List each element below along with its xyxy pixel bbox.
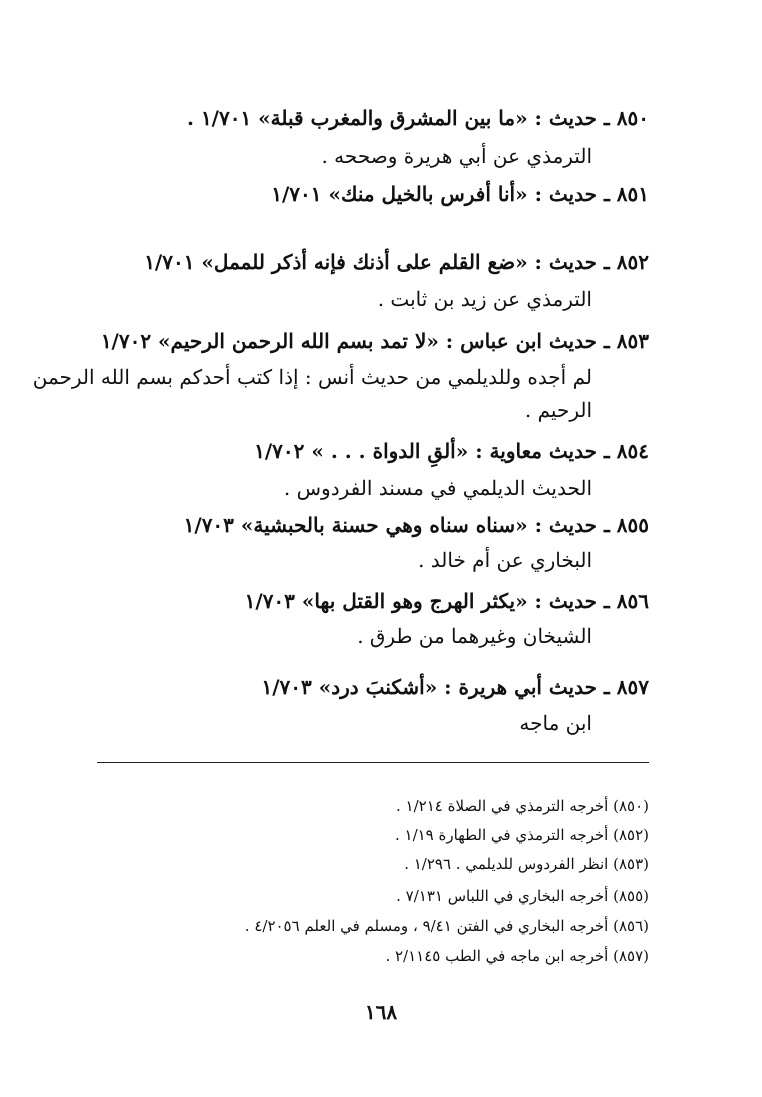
entry-852-heading: ٨٥٢ ـ حديث : «ضع القلم على أذنك فإنه أذكر للممل» ١/٧٠١ — [144, 250, 649, 274]
entry-857-heading: ٨٥٧ ـ حديث أبي هريرة : «أشكنبَ درد» ١/٧٠٣ — [261, 675, 649, 699]
footnote-852: (٨٥٢) أخرجه الترمذي في الطهارة ١/١٩ . — [394, 826, 649, 844]
entry-855-source: البخاري عن أم خالد . — [418, 548, 592, 572]
entry-855-heading: ٨٥٥ ـ حديث : «سناه سناه وهي حسنة بالحبشية» ١/٧٠٣ — [183, 513, 649, 537]
entry-854-heading: ٨٥٤ ـ حديث معاوية : «ألقِ الدواة . . . » ١/٧٠٢ — [254, 439, 649, 463]
entry-850-source: الترمذي عن أبي هريرة وصححه . — [321, 144, 592, 168]
page-number: ١٦٨ — [364, 1000, 398, 1024]
footnote-853: (٨٥٣) انظر الفردوس للديلمي . ١/٢٩٦ . — [404, 855, 649, 873]
entry-853-source-line-1: لم أجده وللديلمي من حديث أنس : إذا كتب أحدكم بسم الله الرحمن — [32, 365, 592, 389]
footnote-separator — [97, 762, 649, 763]
entry-851-heading: ٨٥١ ـ حديث : «أنا أفرس بالخيل منك» ١/٧٠١ — [271, 182, 649, 206]
entry-856-heading: ٨٥٦ ـ حديث : «يكثر الهرج وهو القتل بها» ١/٧٠٣ — [244, 589, 649, 613]
entry-854-source: الحديث الديلمي في مسند الفردوس . — [283, 476, 592, 500]
footnote-855: (٨٥٥) أخرجه البخاري في اللباس ٧/١٣١ . — [396, 887, 649, 905]
footnote-857: (٨٥٧) أخرجه ابن ماجه في الطب ٢/١١٤٥ . — [385, 947, 649, 965]
entry-857-source: ابن ماجه — [519, 711, 592, 735]
entry-856-source: الشيخان وغيرهما من طرق . — [357, 624, 592, 648]
entry-853-heading: ٨٥٣ ـ حديث ابن عباس : «لا تمد بسم الله الرحمن الرحيم» ١/٧٠٢ — [100, 329, 649, 353]
footnote-850: (٨٥٠) أخرجه الترمذي في الصلاة ١/٢١٤ . — [396, 797, 649, 815]
entry-850-heading: ٨٥٠ ـ حديث : «ما بين المشرق والمغرب قبلة» ١/٧٠١ . — [187, 106, 649, 130]
entry-852-source: الترمذي عن زيد بن ثابت . — [377, 287, 592, 311]
entry-853-source-line-2: الرحيم . — [524, 398, 592, 422]
footnote-856: (٨٥٦) أخرجه البخاري في الفتن ٩/٤١ ، ومسلم في العلم ٤/٢٠٥٦ . — [244, 917, 649, 935]
